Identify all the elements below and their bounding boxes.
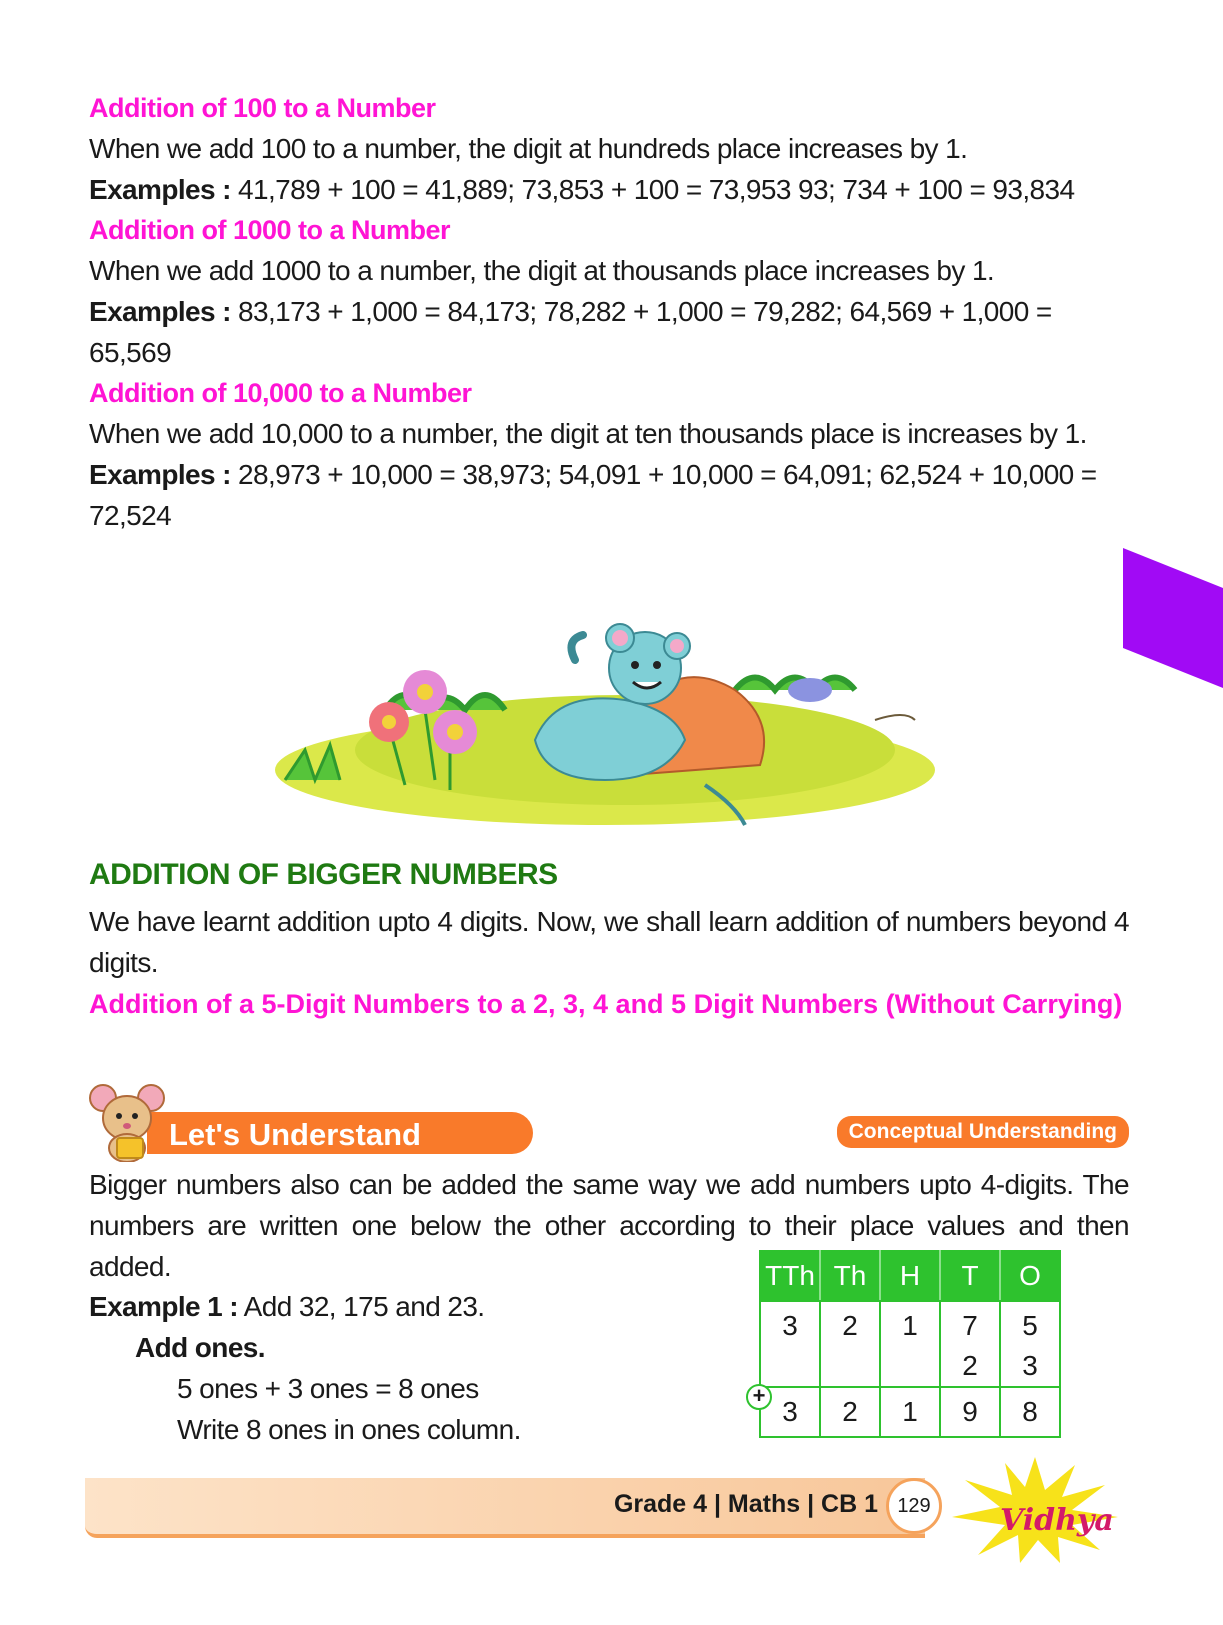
table-cell: 2 xyxy=(940,1346,1000,1387)
add-10000-examples xyxy=(89,454,1129,536)
page-number: 129 xyxy=(886,1478,942,1534)
table-cell: 2 xyxy=(820,1301,880,1346)
bigger-numbers-text: We have learnt addition upto 4 digits. Now, we shall learn addition of numbers beyond 4 digits. xyxy=(89,906,1129,978)
table-header-row xyxy=(760,1251,1060,1301)
examples-text: 41,789 + 100 = 41,889; 73,853 + 100 = 73,953 93; 734 + 100 = 93,834 xyxy=(230,174,1075,205)
add-100-title: Addition of 100 to a Number xyxy=(89,93,436,123)
bigger-numbers-heading: ADDITION OF BIGGER NUMBERS xyxy=(89,858,558,891)
chapter-side-tab xyxy=(1123,548,1223,688)
add-1000-title: Addition of 1000 to a Number xyxy=(89,215,451,245)
add-10000-title: Addition of 10,000 to a Number xyxy=(89,378,472,408)
conceptual-understanding-badge: Conceptual Understanding xyxy=(837,1116,1129,1148)
step-line-1: 5 ones + 3 ones = 8 ones xyxy=(177,1373,479,1404)
example-1-label: Example 1 : xyxy=(89,1291,239,1322)
header-th: Th xyxy=(820,1251,880,1301)
table-cell: 1 xyxy=(880,1301,940,1346)
table-cell xyxy=(820,1346,880,1387)
table-cell: 2 xyxy=(820,1387,880,1437)
add-1000-examples xyxy=(89,291,1129,373)
table-cell xyxy=(880,1346,940,1387)
step-title xyxy=(89,1327,729,1368)
example-1-text: Add 32, 175 and 23. xyxy=(238,1291,485,1322)
addition-rules-section xyxy=(89,88,1129,536)
table-row xyxy=(760,1301,1060,1346)
examples-text: 28,973 + 10,000 = 38,973; 54,091 + 10,000 = 64,091; 62,524 + 10,000 = 72,524 xyxy=(89,459,1097,531)
mouse-mascot-icon xyxy=(89,1080,169,1162)
five-digit-subheading: Addition of a 5-Digit Numbers to a 2, 3, 4 and 5 Digit Numbers (Without Carrying) xyxy=(89,989,1123,1019)
add-10000-text: When we add 10,000 to a number, the digit at ten thousands place is increases by 1. xyxy=(89,418,1087,449)
header-t: T xyxy=(940,1251,1000,1301)
examples-label: Examples : xyxy=(89,296,231,327)
place-value-table xyxy=(759,1250,1061,1438)
table-cell: 9 xyxy=(940,1387,1000,1437)
add-1000-text: When we add 1000 to a number, the digit at thousands place increases by 1. xyxy=(89,255,995,286)
table-cell: 5 xyxy=(1000,1301,1060,1346)
examples-label: Examples : xyxy=(89,174,231,205)
step-line-2: Write 8 ones in ones column. xyxy=(177,1414,521,1445)
table-cell: 3 xyxy=(760,1387,820,1437)
header-h: H xyxy=(880,1251,940,1301)
add-100-examples xyxy=(89,169,1129,210)
table-cell: 3 xyxy=(1000,1346,1060,1387)
examples-label: Examples : xyxy=(89,459,231,490)
table-cell: 3 xyxy=(760,1301,820,1346)
table-cell: 1 xyxy=(880,1387,940,1437)
table-cell xyxy=(760,1346,820,1387)
footer-text: Grade 4 | Maths | CB 1 xyxy=(613,1490,878,1518)
examples-text: 83,173 + 1,000 = 84,173; 78,282 + 1,000 = 79,282; 64,569 + 1,000 = 65,569 xyxy=(89,296,1052,368)
vidhya-logo xyxy=(950,1455,1120,1565)
example-1-line xyxy=(89,1286,729,1327)
table-row xyxy=(760,1346,1060,1387)
lets-understand-text: Bigger numbers also can be added the same way we add numbers upto 4-digits. The numbers are written one below the other according to their place values and then added. xyxy=(89,1169,1129,1282)
lets-understand-label: Let's Understand xyxy=(169,1117,421,1152)
mouse-resting-illustration xyxy=(265,620,945,840)
lets-understand-banner xyxy=(89,1080,1129,1160)
add-100-text: When we add 100 to a number, the digit at hundreds place increases by 1. xyxy=(89,133,968,164)
example-1 xyxy=(89,1286,729,1450)
svg-text:Vidhya: Vidhya xyxy=(1000,1503,1114,1538)
table-cell: 8 xyxy=(1000,1387,1060,1437)
header-tth: TTh xyxy=(760,1251,820,1301)
plus-operator-icon: + xyxy=(746,1384,772,1410)
table-cell: 7 xyxy=(940,1301,1000,1346)
header-o: O xyxy=(1000,1251,1060,1301)
step-title-text: Add ones. xyxy=(135,1332,265,1363)
table-sum-row xyxy=(760,1387,1060,1437)
